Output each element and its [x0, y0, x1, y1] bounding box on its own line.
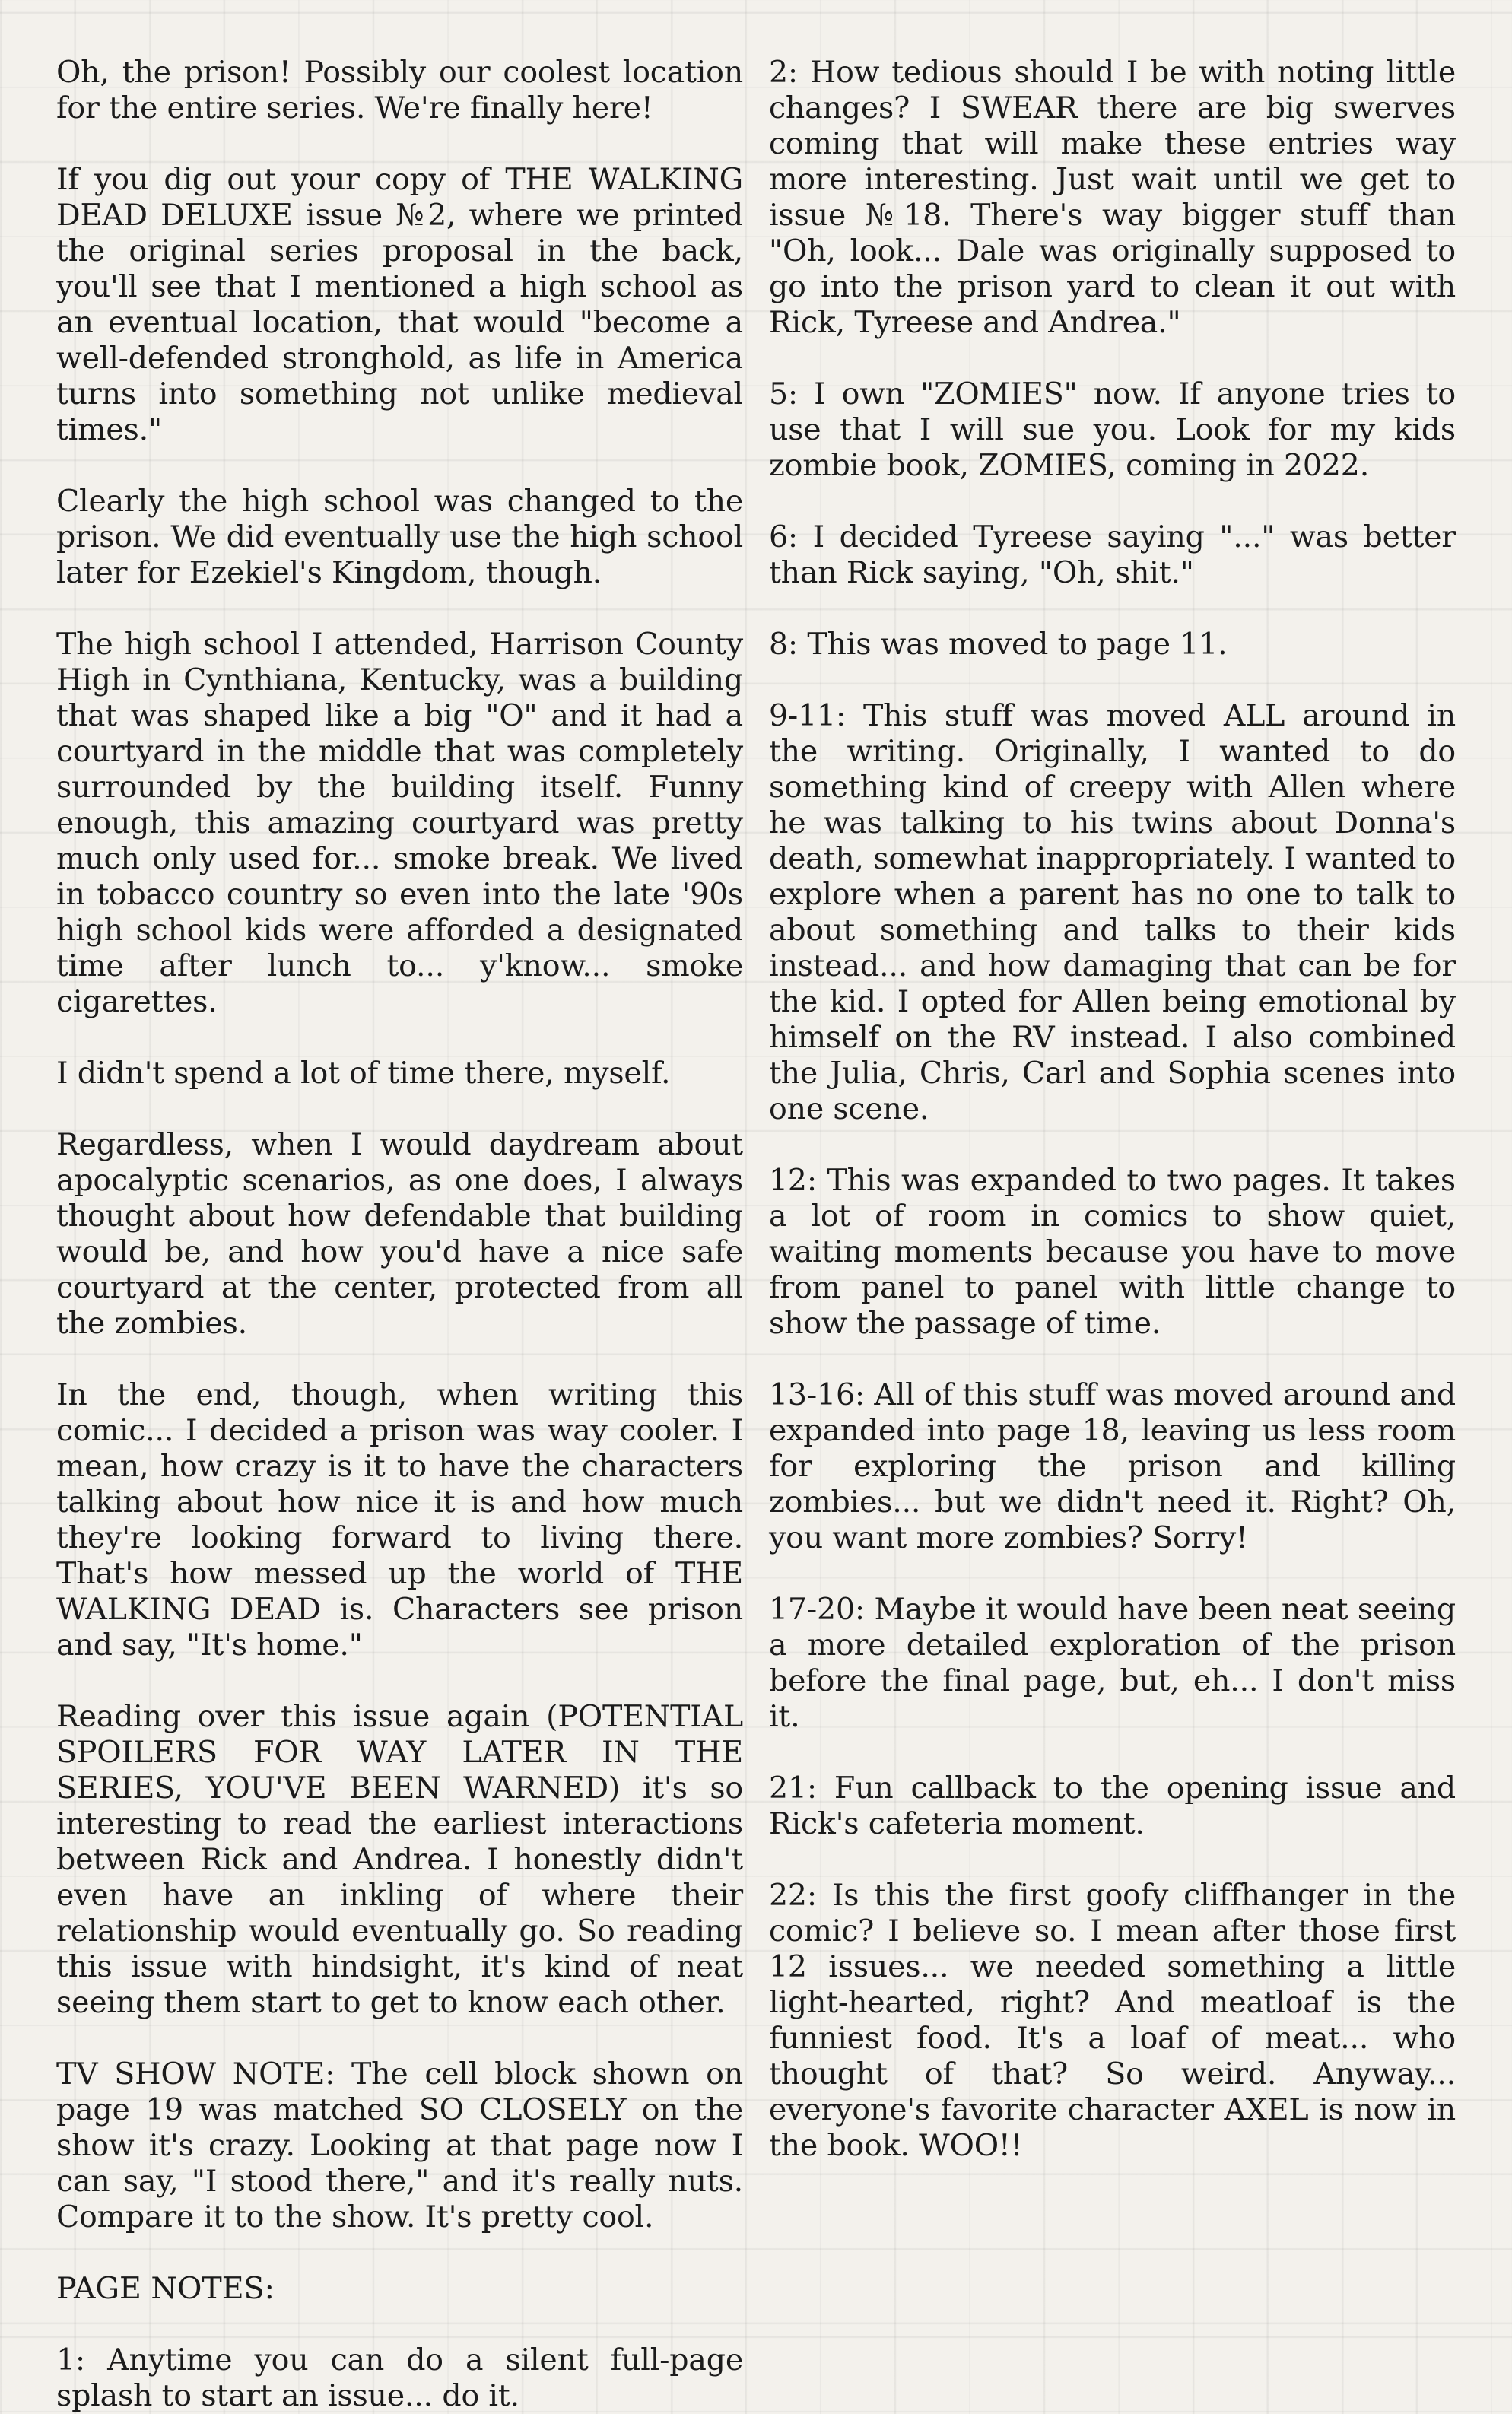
page-note-9-11: 9-11: This stuff was moved ALL around in the writing. Originally, I wanted to do something kind of creepy with Allen where he was talking to his twins about Donna's death, somewhat inappropriately. I wanted to explore when a parent has no one to talk to about something and talks to their kids instead... and how damaging that can be for the kid. I opted for Allen being emotional by himself on the RV instead. I also combined the Julia, Chris, Carl and Sophia scenes into one scene.	[769, 698, 1456, 1126]
page-note-21: 21: Fun callback to the opening issue and Rick's cafeteria moment.	[769, 1771, 1456, 1841]
page-note-1: 1: Anytime you can do a silent full-page splash to start an issue... do it.	[56, 2343, 743, 2413]
text-page	[56, 55, 1456, 2413]
paragraph-tv-show-note: TV SHOW NOTE: The cell block shown on page 19 was matched SO CLOSELY on the show it's crazy. Looking at that page now I can say, "I stood there," and it's really nuts. Compare it to the show. It's pretty cool.	[56, 2057, 743, 2235]
right-column	[769, 55, 1456, 2276]
paragraph-rick-andrea: Reading over this issue again (POTENTIAL SPOILERS FOR WAY LATER IN THE SERIES, YOU'VE BEEN WARNED) it's so interesting to read the earliest interactions between Rick and Andrea. I honestly didn't even have an inkling of where their relationship would eventually go. So reading this issue with hindsight, it's kind of neat seeing them start to get to know each other.	[56, 1699, 743, 2020]
page-note-2: 2: How tedious should I be with noting little changes? I SWEAR there are big swerves coming that will make these entries way more interesting. Just wait until we get to issue №18. There's way bigger stuff than "Oh, look... Dale was originally supposed to go into the prison yard to clean it out with Rick, Tyreese and Andrea."	[769, 55, 1456, 340]
page-note-5: 5: I own "ZOMIES" now. If anyone tries to use that I will sue you. Look for my kids zombie book, ZOMIES, coming in 2022.	[769, 376, 1456, 483]
page-note-22: 22: Is this the first goofy cliffhanger in the comic? I believe so. I mean after those first 12 issues... we needed something a little light-hearted, right? And meatloaf is the funniest food. It's a loaf of meat... who thought of that? So weird. Anyway... everyone's favorite character AXEL is now in the book. WOO!!	[769, 1878, 1456, 2163]
paragraph-didnt-spend-time: I didn't spend a lot of time there, myself.	[56, 1056, 671, 1091]
page-note-12: 12: This was expanded to two pages. It takes a lot of room in comics to show quiet, waiting moments because you have to move from panel to panel with little change to show the passage of time.	[769, 1163, 1456, 1341]
paragraph-prison-cooler: In the end, though, when writing this comic... I decided a prison was way cooler. I mean, how crazy is it to have the characters talking about how nice it is and how much they're looking forward to living there. That's how messed up the world of THE WALKING DEAD is. Characters see prison and say, "It's home."	[56, 1377, 743, 1663]
page-note-17-20: 17-20: Maybe it would have been neat seeing a more detailed exploration of the prison before the final page, but, eh... I don't miss it.	[769, 1592, 1456, 1734]
paragraph-intro: Oh, the prison! Possibly our coolest location for the entire series. We're finally here!	[56, 55, 743, 125]
page-note-6: 6: I decided Tyreese saying "..." was better than Rick saying, "Oh, shit."	[769, 519, 1456, 590]
page-note-13-16: 13-16: All of this stuff was moved around and expanded into page 18, leaving us less room for exploring the prison and killing zombies... but we didn't need it. Right? Oh, you want more zombies? Sorry!	[769, 1377, 1456, 1555]
paragraph-harrison-county: The high school I attended, Harrison County High in Cynthiana, Kentucky, was a building that was shaped like a big "O" and it had a courtyard in the middle that was completely surrounded by the building itself. Funny enough, this amazing courtyard was pretty much only used for... smoke break. We lived in tobacco country so even into the late '90s high school kids were afforded a designated time after lunch to... y'know... smoke cigarettes.	[56, 627, 743, 1019]
paragraph-high-school-changed: Clearly the high school was changed to the prison. We did eventually use the high school later for Ezekiel's Kingdom, though.	[56, 484, 743, 590]
page-note-8: 8: This was moved to page 11.	[769, 627, 1228, 662]
left-column	[56, 55, 743, 2413]
page-notes-heading: PAGE NOTES:	[56, 2271, 275, 2306]
paragraph-deluxe-proposal: If you dig out your copy of THE WALKING DEAD DELUXE issue №2, where we printed the original series proposal in the back, you'll see that I mentioned a high school as an eventual location, that would "become a well-defended stronghold, as life in America turns into something not unlike medieval times."	[56, 162, 743, 447]
paragraph-daydream: Regardless, when I would daydream about apocalyptic scenarios, as one does, I always thought about how defendable that building would be, and how you'd have a nice safe courtyard at the center, protected from all the zombies.	[56, 1127, 743, 1341]
